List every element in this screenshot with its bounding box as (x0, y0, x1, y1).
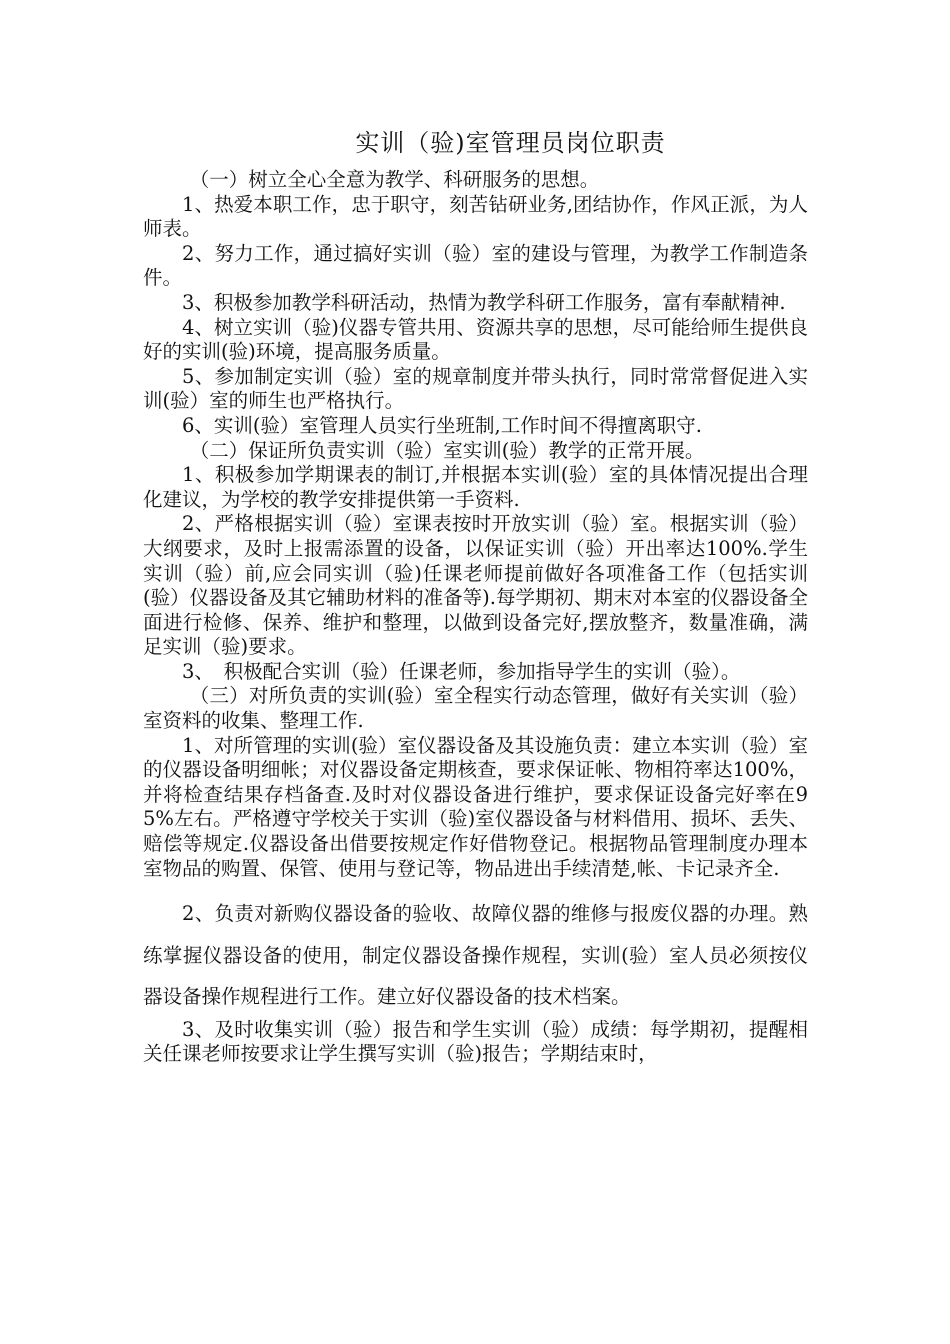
paragraph-2-3: 3、 积极配合实训（验）任课老师，参加指导学生的实训（验）。 (182, 659, 741, 683)
paragraph-1-5: 5、参加制定实训（验）室的规章制度并带头执行，同时常常督促进入实训(验）室的师生也严格执行。 (143, 364, 808, 413)
paragraph-2-2: 2、严格根据实训（验）室课表按时开放实训（验）室。根据实训（验）大纲要求，及时上报需添置的设备，以保证实训（验）开出率达100%.学生实训（验）前,应会同实训（验)任课老师提前做好各项准备工作（包括实训(验）仪器设备及其它辅助材料的准备等).每学期初、期末对本室的仪器设备全面进行检修、保养、维护和整理，以做到设备完好,摆放整齐，数量准确，满足实训（验)要求。 (143, 512, 808, 659)
paragraph-2-1: 1、积极参加学期课表的制订,并根据本实训(验）室的具体情况提出合理化建议，为学校的教学安排提供第一手资料. (143, 463, 808, 511)
paragraph-1-6: 6、实训(验）室管理人员实行坐班制,工作时间不得擅离职守. (182, 413, 702, 437)
paragraph-3-1: 1、对所管理的实训(验）室仪器设备及其设施负责：建立本实训（验）室的仪器设备明细帐；对仪器设备定期核查，要求保证帐、物相符率达100%，并将检查结果存档备查.及时对仪器设备进行维护，要求保证设备完好率在95%左右。严格遵守学校关于实训（验)室仪器设备与材料借用、损坏、丢失、赔偿等规定.仪器设备出借要按规定作好借物登记。根据物品管理制度办理本室物品的购置、保管、使用与登记等，物品进出手续清楚,帐、卡记录齐全. (143, 733, 808, 880)
section-heading-2: （二）保证所负责实训（验）室实训(验）教学的正常开展。 (189, 438, 705, 462)
paragraph-3-3: 3、及时收集实训（验）报告和学生实训（验）成绩：每学期初，提醒相关任课老师按要求让学生撰写实训（验)报告；学期结束时， (143, 1017, 808, 1066)
paragraph-1-1: 1、热爱本职工作，忠于职守，刻苦钻研业务,团结协作，作风正派，为人师表。 (143, 192, 808, 241)
paragraph-1-3: 3、积极参加教学科研活动，热情为教学科研工作服务，富有奉献精神. (182, 290, 786, 314)
section-heading-1: （一）树立全心全意为教学、科研服务的思想。 (189, 168, 600, 191)
section-heading-3: （三）对所负责的实训(验）室全程实行动态管理，做好有关实训（验）室资料的收集、整理工作. (143, 684, 808, 733)
document-page (143, 126, 808, 1067)
paragraph-3-2: 2、负责对新购仪器设备的验收、故障仪器的维修与报废仪器的办理。熟练掌握仪器设备的使用，制定仪器设备操作规程，实训(验）室人员必须按仪器设备操作规程进行工作。建立好仪器设备的技术档案。 (143, 902, 808, 1009)
paragraph-spacer (143, 881, 808, 893)
paragraph-1-2: 2、努力工作，通过搞好实训（验）室的建设与管理，为教学工作制造条件。 (143, 241, 808, 290)
document-title: 实训（验)室管理员岗位职责 (355, 129, 666, 157)
paragraph-1-4: 4、树立实训（验)仪器专管共用、资源共享的思想，尽可能给师生提供良好的实训(验)环境，提高服务质量。 (143, 315, 808, 364)
